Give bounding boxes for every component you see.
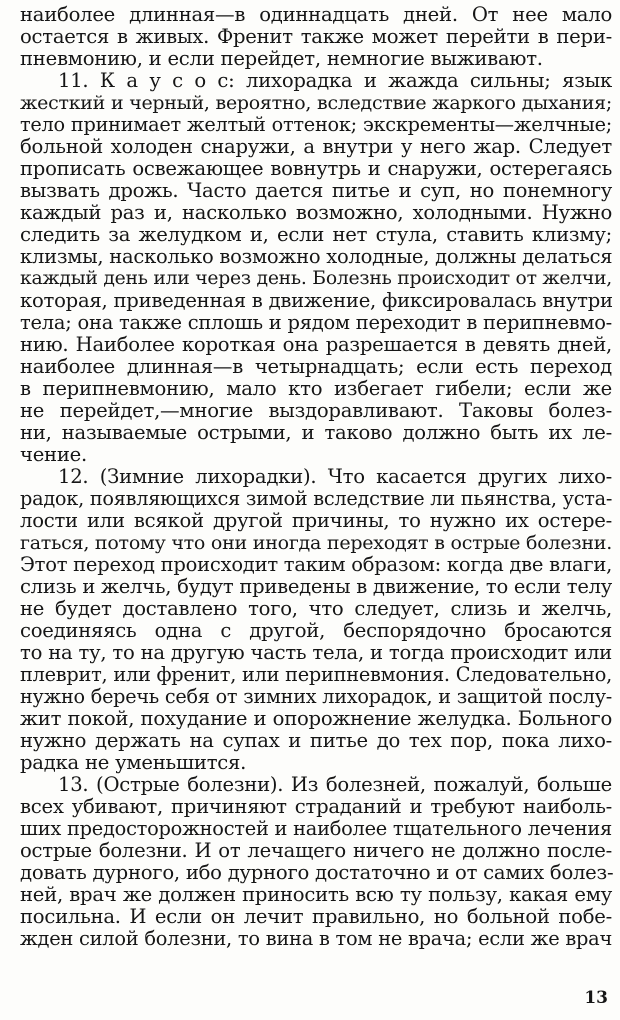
text-line: остается в живых. Френит также может перейти в пери- xyxy=(20,25,612,48)
text-line: гаться, потому что они иногда переходят в острые болезни. xyxy=(20,532,612,554)
text-line: лости или всякой другой причины, то нужно их остере- xyxy=(20,509,612,532)
text-line: чение. xyxy=(20,443,87,466)
text-line: нужно держать на супах и питье до тех пор, пока лихо- xyxy=(20,729,612,752)
text-line: которая, приведенная в движение, фиксировалась внутри xyxy=(20,289,613,312)
text-line: жден силой болезни, то вина в том не врача; если же врач xyxy=(20,927,612,950)
text-line: 13. (Острые болезни). Из болезней, пожалуй, больше xyxy=(58,773,612,796)
text-line: нужно беречь себя от зимних лихорадок, и защитой послу- xyxy=(20,685,612,708)
text-line: не перейдет,—многие выздоравливают. Таковы болез- xyxy=(20,399,612,422)
text-line: следить за желудком и, если нет стула, ставить клизму; xyxy=(20,223,612,246)
text-line: больной холоден снаружи, а внутри у него жар. Следует xyxy=(20,135,612,158)
text-line: довать дурного, ибо дурного достаточно и от самих болез- xyxy=(20,861,614,884)
text-line: вызвать дрожь. Часто дается питье и суп, но понемногу xyxy=(20,179,612,202)
text-line: каждый раз и, насколько возможно, холодными. Нужно xyxy=(20,201,612,224)
text-line: плеврит, или френит, или перипневмония. Следовательно, xyxy=(20,663,612,686)
text-line: тело принимает желтый оттенок; экскременты—желчные; xyxy=(20,113,612,136)
text-line: жит покой, похудание и опорожнение желудка. Больного xyxy=(20,707,612,730)
text-line: прописать освежающее вовнутрь и снаружи, остерегаясь xyxy=(20,157,612,180)
text-line: жесткий и черный, вероятно, вследствие жаркого дыхания; xyxy=(20,92,612,114)
text-line: слизь и желчь, будут приведены в движение, то если телу xyxy=(20,575,612,598)
text-line: то на ту, то на другую часть тела, и тогда происходит или xyxy=(20,641,612,664)
text-line: 12. (Зимние лихорадки). Что касается других лихо- xyxy=(58,465,612,488)
text-line: пневмонию, и если перейдет, немногие выживают. xyxy=(20,47,543,70)
text-line: ни, называемые острыми, и таково должно быть их ле- xyxy=(20,421,612,444)
text-line: всех убивают, причиняют страданий и требуют наиболь- xyxy=(20,795,612,818)
text-line: 11. К а у с о с: лихорадка и жажда сильны; язык xyxy=(58,69,612,92)
text-line: радок, появляющихся зимой вследствие ли пьянства, уста- xyxy=(20,487,613,510)
text-line: радка не уменьшится. xyxy=(20,751,247,774)
text-line: ших предосторожностей и наиболее тщательного лечения xyxy=(20,817,612,840)
text-line: не будет доставлено того, что следует, слизь и желчь, xyxy=(20,597,612,620)
page-number: 13 xyxy=(584,988,608,1008)
text-line: ней, врач же должен приносить всю ту пользу, какая ему xyxy=(20,883,612,906)
text-line: клизмы, насколько возможно холодные, должны делаться xyxy=(20,245,613,268)
text-line: Этот переход происходит таким образом: когда две влаги, xyxy=(20,553,613,576)
text-line: посильна. И если он лечит правильно, но больной побе- xyxy=(20,905,612,928)
text-line: нию. Наиболее короткая она разрешается в девять дней, xyxy=(20,333,612,356)
text-line: наиболее длинная—в четырнадцать; если есть переход xyxy=(20,355,612,378)
text-line: соединяясь одна с другой, беспорядочно бросаются xyxy=(20,619,612,642)
text-line: каждый день или через день. Болезнь происходит от желчи, xyxy=(20,268,613,289)
body-text xyxy=(20,4,612,950)
text-line: наиболее длинная—в одиннадцать дней. От нее мало xyxy=(20,3,612,26)
text-line: острые болезни. И от лечащего ничего не должно после- xyxy=(20,839,612,862)
text-line: в перипневмонию, мало кто избегает гибели; если же xyxy=(20,377,612,400)
text-line: тела; она также сплошь и рядом переходит в перипневмо- xyxy=(20,311,612,334)
